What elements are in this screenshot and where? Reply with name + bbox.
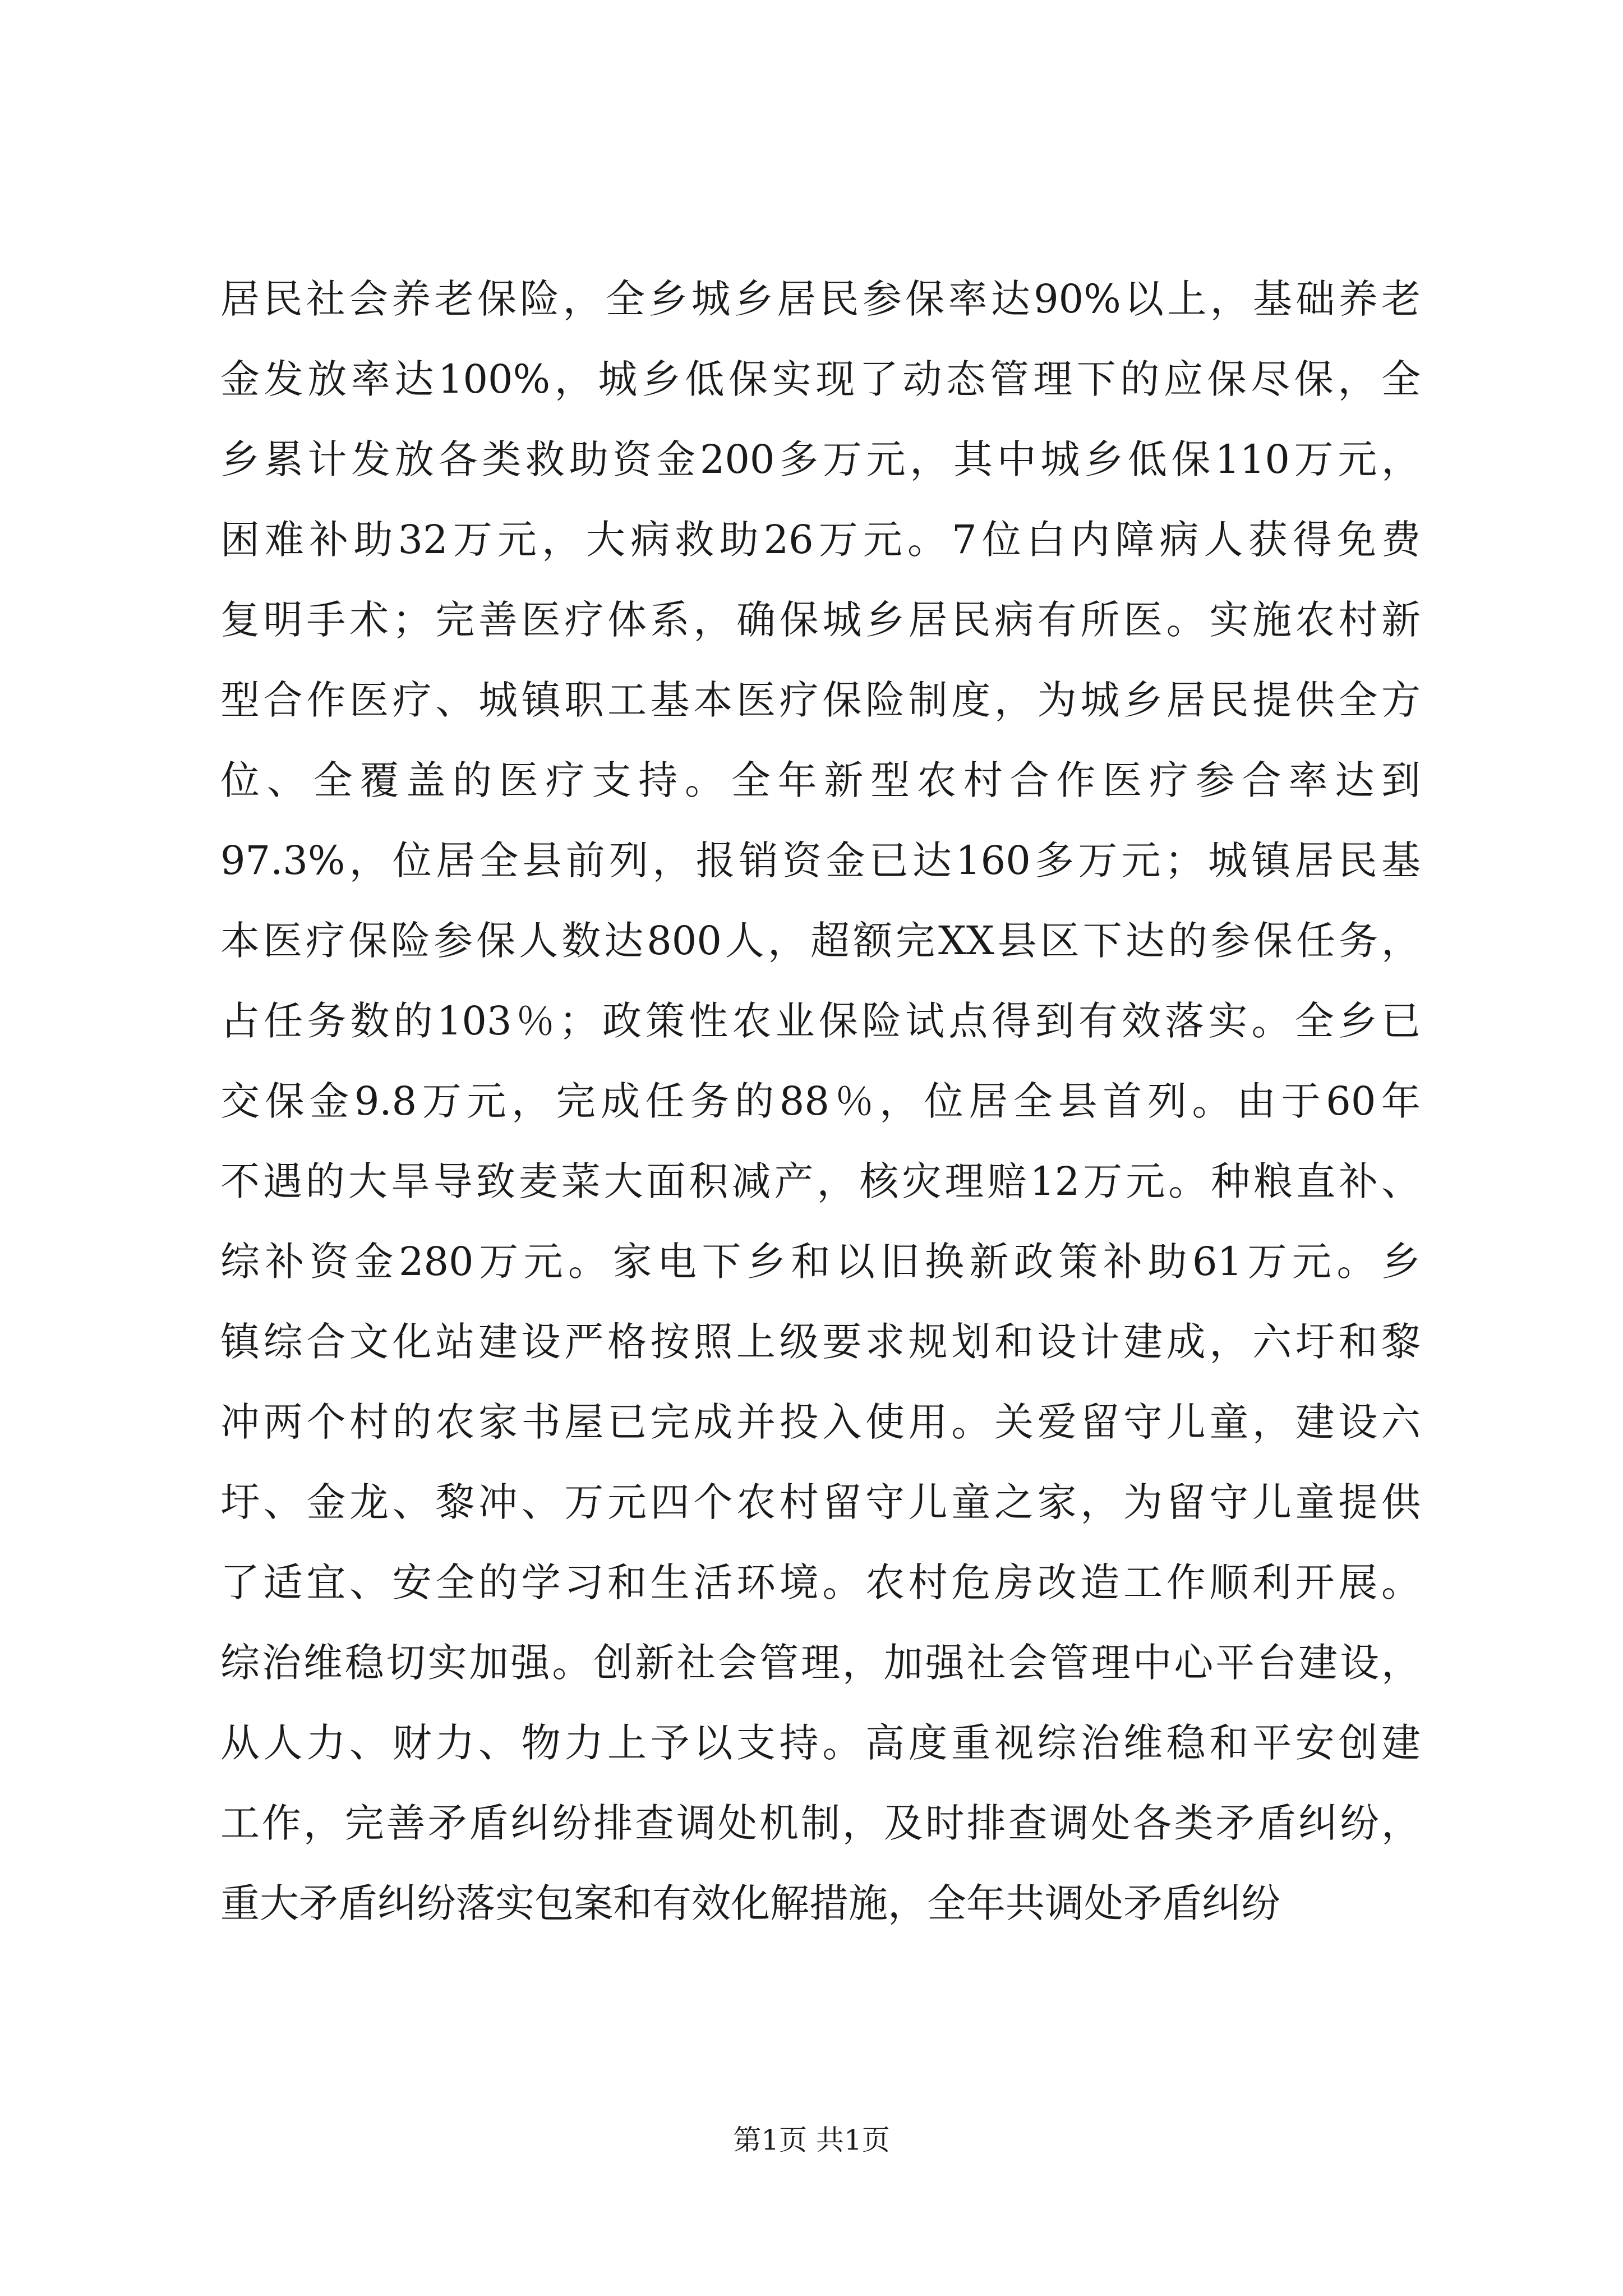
text-line: 重大矛盾纠纷落实包案和有效化解措施，全年共调处矛盾纠纷 (220, 1880, 1280, 1926)
text-line: 复明手术；完善医疗体系，确保城乡居民病有所医。实施农村新 (220, 597, 1421, 643)
text-line: 本医疗保险参保人数达800人，超额完XX县区下达的参保任务， (220, 918, 1421, 964)
text-line: 困难补助32万元，大病救助26万元。7位白内障病人获得免费 (220, 517, 1421, 563)
text-line: 乡累计发放各类救助资金200多万元，其中城乡低保110万元， (220, 436, 1421, 482)
page-number-footer: 第1页 共1页 (733, 2124, 890, 2156)
text-line: 居民社会养老保险，全乡城乡居民参保率达90%以上，基础养老 (220, 276, 1421, 322)
text-line: 工作，完善矛盾纠纷排查调处机制，及时排查调处各类矛盾纠纷， (220, 1800, 1421, 1846)
text-line: 综补资金280万元。家电下乡和以旧换新政策补助61万元。乡 (220, 1239, 1421, 1285)
text-line: 了适宜、安全的学习和生活环境。农村危房改造工作顺利开展。 (220, 1559, 1421, 1605)
text-line: 位、全覆盖的医疗支持。全年新型农村合作医疗参合率达到 (220, 757, 1421, 803)
text-line: 圩、金龙、黎冲、万元四个农村留守儿童之家，为留守儿童提供 (220, 1479, 1421, 1525)
body-text (220, 259, 1421, 1944)
text-line: 占任务数的103％；政策性农业保险试点得到有效落实。全乡已 (220, 998, 1421, 1044)
text-line: 97.3%，位居全县前列，报销资金已达160多万元；城镇居民基 (220, 838, 1421, 884)
text-line: 从人力、财力、物力上予以支持。高度重视综治维稳和平安创建 (220, 1720, 1421, 1766)
text-line: 交保金9.8万元，完成任务的88％，位居全县首列。由于60年 (220, 1078, 1421, 1124)
text-line: 不遇的大旱导致麦菜大面积减产，核灾理赔12万元。种粮直补、 (220, 1158, 1421, 1204)
text-line: 镇综合文化站建设严格按照上级要求规划和设计建成，六圩和黎 (220, 1319, 1421, 1365)
text-line: 综治维稳切实加强。创新社会管理，加强社会管理中心平台建设， (220, 1640, 1421, 1686)
text-line: 金发放率达100%，城乡低保实现了动态管理下的应保尽保，全 (220, 356, 1421, 402)
text-line: 型合作医疗、城镇职工基本医疗保险制度，为城乡居民提供全方 (220, 677, 1421, 723)
text-line: 冲两个村的农家书屋已完成并投入使用。关爱留守儿童，建设六 (220, 1399, 1421, 1445)
